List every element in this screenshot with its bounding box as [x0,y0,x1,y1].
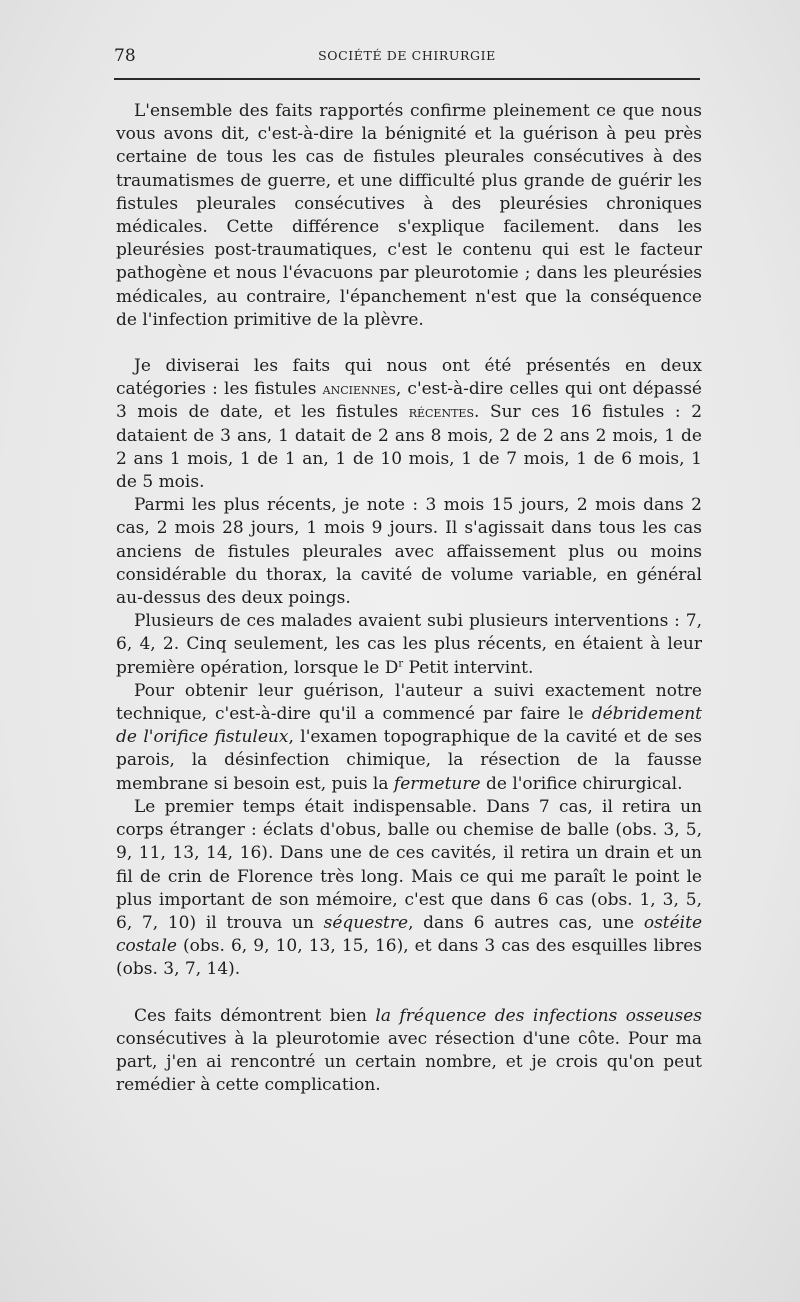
text-run: , dans 6 autres cas, une [408,912,644,933]
text-run: (obs. 6, 9, 10, 13, 15, 16), et dans 3 cas des esquilles libres (obs. 3, 7, 14). [116,936,702,980]
paragraph-6 [116,796,702,982]
paragraph-2 [116,355,702,494]
italic-term: la fréquence des infections osseuses [375,1005,702,1026]
text-run: Le premier temps était indispensable. Dans 7 cas, il retira un corps étranger : éclats d'obus, balle ou chemise de balle (obs. 3, 5, 9, 11, 13, 14, 16). Dans une de ces cavités, il retira un drain et un fil de crin de Florence très long. Mais ce qui me paraît le point le plus important de son mémoire, c'est que dans 6 cas (obs. 1, 3, 5, 6, 7, 10) il trouva un [116,796,702,933]
text-run: Petit intervint. [403,657,534,678]
italic-term: fermeture [393,773,481,794]
body-text [116,100,702,1097]
small-caps-term: récentes [408,403,474,422]
text-run: Je diviserai les faits qui nous ont été présentés en deux catégories : les fistules [116,356,702,400]
italic-term: ostéite costale [116,912,703,957]
text-run: consécutives à la pleurotomie avec résection d'une côte. Pour ma part, j'en ai rencontré un certain nombre, et je crois qu'on peut remédier à cette complication. [116,1028,702,1096]
superscript: r [398,658,404,670]
paragraph-5 [116,680,702,796]
paragraph-3: Parmi les plus récents, je note : 3 mois 15 jours, 2 mois dans 2 cas, 2 mois 28 jours, 1 mois 9 jours. Il s'agissait dans tous les cas anciens de fistules pleurales avec affaissement plus ou moins considérable du thorax, la cavité de volume variable, en général au-dessus des deux poings. [116,495,702,609]
paragraph-7 [116,1005,702,1098]
italic-term: séquestre [323,912,409,933]
header-rule [114,78,700,80]
page-number: 78 [114,46,136,66]
text-run: Pour obtenir leur guérison, l'auteur a suivi exactement notre technique, c'est-à-dire qu'il a commencé par faire le [116,680,702,725]
paragraph-1: L'ensemble des faits rapportés confirme pleinement ce que nous vous avons dit, c'est-à-dire la bénignité et la guérison à peu près certaine de tous les cas de fistules pleurales consécutives à des traumatismes de guerre, et une difficulté plus grande de guérir les fistules pleurales consécutives à des pleurésies chroniques médicales. Cette différence s'explique facilement. dans les pleurésies post-traumatiques, c'est le contenu qui est le facteur pathogène et nous l'évacuons par pleurotomie ; dans les pleurésies médicales, au contraire, l'épanchement n'est que la conséquence de l'infection primitive de la plèvre. [116,101,702,330]
page-header [114,42,700,70]
text-run: Plusieurs de ces malades avaient subi plusieurs interventions : 7, 6, 4, 2. Cinq seulement, les cas les plus récents, en étaient à leur première opération, lorsque le D [116,611,702,678]
running-title: SOCIÉTÉ DE CHIRURGIE [318,48,496,63]
text-run: de l'orifice chirurgical. [480,773,683,794]
small-caps-term: anciennes [322,380,396,399]
italic-term: débridement de l'orifice fistuleux [116,704,702,748]
text-run: . Sur ces 16 fistules : 2 dataient de 3 ans, 1 datait de 2 ans 8 mois, 2 de 2 ans 2 mois, 1 de 2 ans 1 mois, 1 de 1 an, 1 de 10 mois, 1 de 7 mois, 1 de 6 mois, 1 de 5 mois. [116,402,703,493]
text-run: Ces faits démontrent bien [134,1005,376,1026]
text-run: , c'est-à-dire celles qui ont dépassé 3 mois de date, et les fistules [116,379,702,423]
paragraph-4 [116,610,702,680]
text-run: , l'examen topographique de la cavité et de ses parois, la désinfection chimique, la résection de la fausse membrane si besoin est, puis la [116,727,702,794]
